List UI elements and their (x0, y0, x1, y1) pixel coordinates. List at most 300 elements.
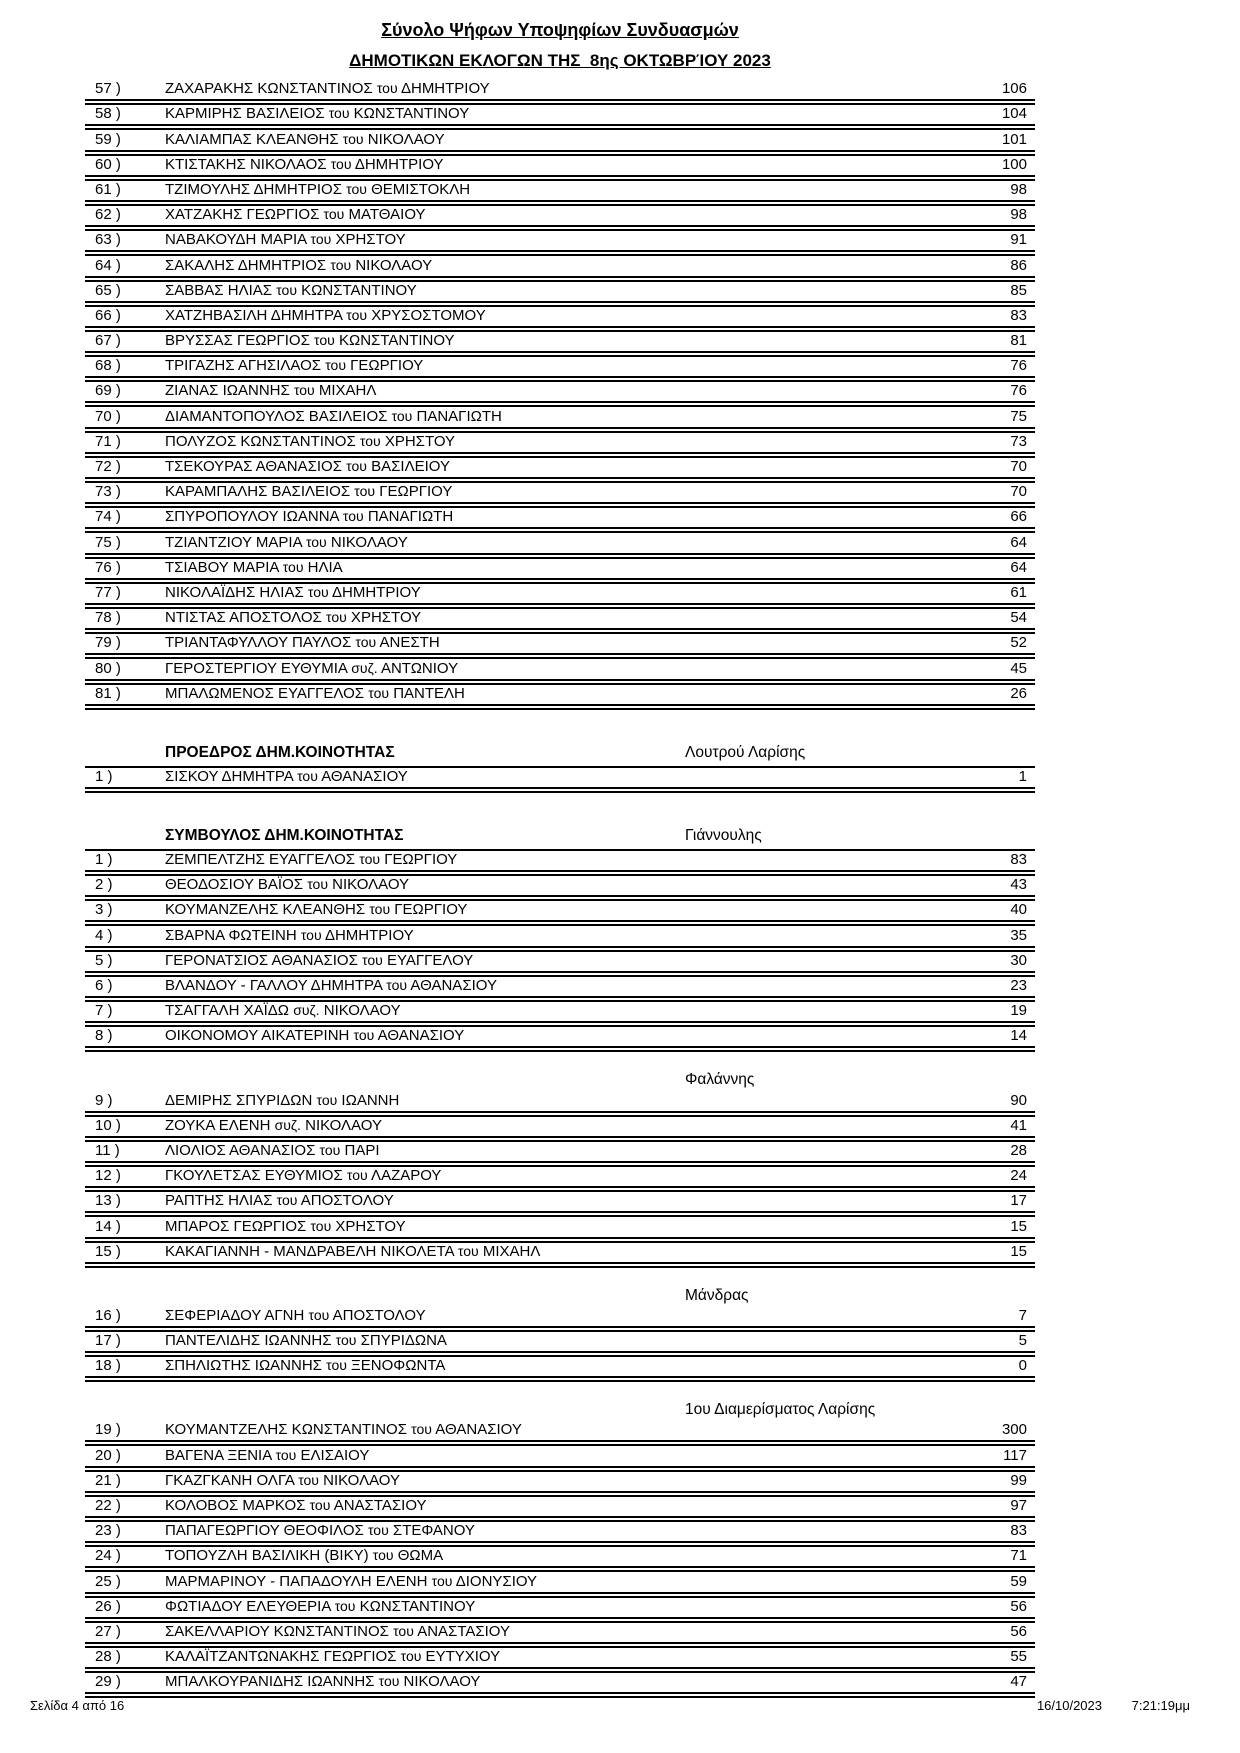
row-number: 73 ) (95, 483, 121, 501)
parent-name: ΕΛΙΣΑΙΟΥ (296, 1446, 370, 1464)
relation-label: του (355, 634, 377, 651)
relation-label: του (411, 1421, 432, 1438)
candidate-fullname: ΣΠΗΛΙΩΤΗΣ ΙΩΑΝΝΗΣ (165, 1357, 327, 1375)
relation-label: συζ. (274, 1116, 301, 1133)
row-number: 5 ) (95, 951, 113, 969)
result-row (85, 876, 1035, 901)
candidate-fullname: ΘΕΟΔΟΣΙΟΥ ΒΑΪΟΣ (165, 876, 308, 894)
candidate-fullname: ΜΠΑΛΚΟΥΡΑΝΙΔΗΣ ΙΩΑΝΝΗΣ (165, 1673, 379, 1691)
result-row (85, 433, 1035, 458)
candidate-name (165, 1573, 957, 1590)
row-number: 13 ) (95, 1192, 121, 1210)
result-row (85, 533, 1035, 558)
candidate-fullname: ΚΤΙΣΤΑΚΗΣ ΝΙΚΟΛΑΟΣ (165, 155, 331, 173)
row-number: 65 ) (95, 281, 121, 299)
parent-name: ΝΙΚΟΛΑΟΥ (300, 1116, 382, 1134)
candidate-fullname: ΤΣΙΑΒΟΥ ΜΑΡΙΑ (165, 558, 283, 576)
section-location-row (85, 1283, 1035, 1307)
parent-name: ΞΕΝΟΦΩΝΤΑ (346, 1357, 446, 1375)
relation-label: του (362, 951, 383, 968)
result-row (85, 1522, 1035, 1547)
candidate-name (165, 408, 957, 425)
vote-count: 85 (1010, 281, 1027, 299)
candidate-fullname: ΡΑΠΤΗΣ ΗΛΙΑΣ (165, 1192, 277, 1210)
vote-count: 91 (1010, 231, 1027, 249)
relation-label: του (457, 1242, 479, 1259)
vote-count: 100 (1001, 155, 1027, 173)
relation-label: του (314, 332, 335, 349)
section-rows (85, 80, 1035, 710)
row-number: 24 ) (95, 1547, 121, 1565)
candidate-fullname: ΖΑΧΑΡΑΚΗΣ ΚΩΝΣΤΑΝΤΙΝΟΣ (165, 80, 377, 98)
row-number: 77 ) (95, 583, 121, 601)
result-row (85, 231, 1035, 256)
parent-name: ΑΘΑΝΑΣΙΟΥ (317, 767, 408, 785)
relation-label: του (307, 876, 328, 893)
result-row (85, 508, 1035, 533)
row-number: 23 ) (95, 1522, 121, 1540)
vote-count: 35 (1010, 926, 1027, 944)
row-number: 4 ) (95, 926, 113, 944)
result-row (85, 1446, 1035, 1471)
relation-label: συζ. (351, 659, 378, 676)
result-row (85, 1217, 1035, 1242)
result-row (85, 1002, 1035, 1027)
parent-name: ΑΘΑΝΑΣΙΟΥ (407, 977, 497, 994)
result-row (85, 156, 1035, 181)
parent-name: ΝΙΚΟΛΑΟΥ (318, 1471, 400, 1489)
row-number: 29 ) (95, 1673, 121, 1691)
candidate-name (165, 977, 957, 994)
result-row (85, 1472, 1035, 1497)
candidate-fullname: ΦΩΤΙΑΔΟΥ ΕΛΕΥΘΕΡΙΑ (165, 1597, 335, 1615)
row-number: 64 ) (95, 256, 121, 274)
parent-name: ΚΩΝΣΤΑΝΤΙΝΟΥ (349, 105, 470, 123)
print-datetime (1011, 1698, 1190, 1713)
result-row (85, 382, 1035, 407)
candidate-name (165, 458, 957, 475)
relation-label: του (293, 382, 315, 399)
vote-count: 99 (1010, 1471, 1027, 1489)
result-row (85, 307, 1035, 332)
result-row (85, 1648, 1035, 1673)
relation-label: του (346, 306, 368, 323)
relation-label: του (328, 105, 350, 122)
vote-count: 66 (1010, 508, 1027, 526)
parent-name: ΠΑΡΙ (340, 1141, 380, 1159)
section-rows (85, 1307, 1035, 1383)
results-section (85, 1283, 1035, 1383)
vote-count: 76 (1010, 382, 1027, 400)
parent-name: ΠΑΝΤΕΛΗ (389, 684, 465, 702)
vote-count: 83 (1010, 306, 1027, 324)
section-rows (85, 1421, 1035, 1698)
parent-name: ΜΙΧΑΗΛ (478, 1242, 541, 1260)
parent-name: ΒΑΣΙΛΕΙΟΥ (366, 458, 450, 475)
relation-label: του (275, 1446, 297, 1463)
candidate-name (165, 1472, 957, 1489)
candidate-name (165, 1497, 957, 1514)
candidate-name (165, 80, 957, 97)
candidate-name (165, 768, 957, 785)
relation-label: του (359, 851, 381, 868)
row-number: 25 ) (95, 1572, 121, 1590)
result-row (85, 407, 1035, 432)
parent-name: ΔΗΜΗΤΡΙΟΥ (321, 926, 414, 944)
candidate-fullname: ΤΣΕΚΟΥΡΑΣ ΑΘΑΝΑΣΙΟΣ (165, 458, 347, 475)
parent-name: ΔΗΜΗΤΡΙΟΥ (397, 80, 490, 98)
vote-count: 26 (1010, 684, 1027, 702)
vote-count: 101 (1001, 130, 1027, 148)
vote-count: 300 (1001, 1421, 1027, 1439)
candidate-fullname: ΧΑΤΖΑΚΗΣ ΓΕΩΡΓΙΟΣ (165, 206, 324, 224)
candidate-fullname: ΒΡΥΣΣΑΣ ΓΕΩΡΓΙΟΣ (165, 332, 315, 350)
parent-name: ΚΩΝΣΤΑΝΤΙΝΟΥ (334, 332, 455, 350)
row-number: 19 ) (95, 1421, 121, 1439)
parent-name: ΝΙΚΟΛΑΟΥ (319, 1002, 401, 1020)
candidate-fullname: ΤΖΙΑΝΤΖΙΟΥ ΜΑΡΙΑ (165, 533, 306, 551)
candidate-name (165, 307, 957, 324)
vote-count: 98 (1010, 206, 1027, 224)
section-rows (85, 768, 1035, 793)
candidate-name (165, 1648, 957, 1665)
candidate-name (165, 1167, 957, 1184)
parent-name: ΧΡΥΣΟΣΤΟΜΟΥ (367, 306, 486, 324)
result-row (85, 1027, 1035, 1052)
section-office-title: ΣΥΜΒΟΥΛΟΣ ΔΗΜ.ΚΟΙΝΟΤΗΤΑΣ (165, 826, 404, 844)
candidate-name (165, 1673, 957, 1690)
candidate-fullname: ΤΡΙΓΑΖΗΣ ΑΓΗΣΙΛΑΟΣ (165, 357, 326, 375)
candidate-fullname: ΝΤΙΣΤΑΣ ΑΠΟΣΤΟΛΟΣ (165, 609, 326, 627)
candidate-name (165, 156, 957, 173)
parent-name: ΘΩΜΑ (393, 1547, 444, 1565)
row-number: 75 ) (95, 533, 121, 551)
vote-count: 19 (1010, 1002, 1027, 1020)
candidate-name (165, 685, 957, 702)
vote-count: 43 (1010, 876, 1027, 894)
parent-name: ΑΠΟΣΤΟΛΟΥ (329, 1306, 426, 1324)
vote-count: 56 (1010, 1622, 1027, 1640)
candidate-fullname: ΤΖΙΜΟΥΛΗΣ ΔΗΜΗΤΡΙΟΣ (165, 180, 347, 198)
relation-label: του (342, 508, 364, 525)
vote-count: 83 (1010, 851, 1027, 869)
result-row (85, 282, 1035, 307)
candidate-name (165, 1218, 957, 1235)
parent-name: ΠΑΝΑΓΙΩΤΗ (363, 508, 454, 526)
candidate-name (165, 1598, 957, 1615)
result-row (85, 256, 1035, 281)
parent-name: ΛΑΖΑΡΟΥ (367, 1167, 442, 1185)
relation-label: του (369, 901, 391, 918)
relation-label: του (282, 558, 304, 575)
result-row (85, 181, 1035, 206)
result-row (85, 768, 1035, 793)
parent-name: ΝΙΚΟΛΑΟΥ (363, 130, 445, 148)
candidate-fullname: ΚΑΛΙΑΜΠΑΣ ΚΛΕΑΝΘΗΣ (165, 130, 343, 148)
candidate-fullname: ΣΙΣΚΟΥ ΔΗΜΗΤΡΑ (165, 767, 298, 785)
row-number: 15 ) (95, 1242, 121, 1260)
parent-name: ΔΗΜΗΤΡΙΟΥ (328, 583, 421, 601)
candidate-fullname: ΝΑΒΑΚΟΥΔΗ ΜΑΡΙΑ (165, 231, 311, 249)
candidate-fullname: ΓΚΟΥΛΕΤΣΑΣ ΕΥΘΥΜΙΟΣ (165, 1167, 347, 1185)
candidate-name (165, 181, 957, 198)
result-row (85, 1673, 1035, 1698)
candidate-name (165, 357, 957, 374)
candidate-name (165, 131, 957, 148)
vote-count: 15 (1010, 1242, 1027, 1260)
relation-label: του (359, 432, 381, 449)
result-row (85, 1497, 1035, 1522)
print-date: 16/10/2023 (1036, 1698, 1103, 1713)
candidate-name (165, 1002, 957, 1019)
relation-label: του (310, 1217, 332, 1234)
candidate-name (165, 1142, 957, 1159)
section-location: Γιάννουλης (685, 826, 762, 844)
candidate-fullname: ΚΟΥΜΑΝΖΕΛΗΣ ΚΛΕΑΝΘΗΣ (165, 901, 370, 919)
result-row (85, 1357, 1035, 1382)
result-row (85, 1307, 1035, 1332)
relation-label: του (386, 977, 408, 993)
candidate-name (165, 1357, 957, 1374)
section-location: Μάνδρας (685, 1286, 749, 1304)
relation-label: του (325, 357, 346, 374)
parent-name: ΠΑΝΑΓΙΩΤΗ (412, 407, 502, 425)
result-row (85, 977, 1035, 1002)
candidate-fullname: ΣΠΥΡΟΠΟΥΛΟΥ ΙΩΑΝΝΑ (165, 508, 343, 526)
relation-label: του (367, 1522, 389, 1539)
vote-count: 1 (1018, 767, 1027, 785)
candidate-name (165, 1117, 957, 1134)
relation-label: του (300, 926, 322, 943)
candidate-fullname: ΓΕΡΟΝΑΤΣΙΟΣ ΑΘΑΝΑΣΙΟΣ (165, 951, 363, 969)
section-location: 1ου Διαμερίσματος Λαρίσης (685, 1401, 876, 1419)
row-number: 27 ) (95, 1622, 121, 1640)
candidate-name (165, 1547, 957, 1564)
result-row (85, 80, 1035, 105)
result-row (85, 1117, 1035, 1142)
row-number: 80 ) (95, 659, 121, 677)
parent-name: ΜΙΧΑΗΛ (314, 382, 377, 400)
parent-name: ΜΑΤΘΑΙΟΥ (344, 206, 426, 224)
relation-label: του (276, 281, 297, 298)
candidate-name (165, 1332, 957, 1349)
candidate-fullname: ΔΙΑΜΑΝΤΟΠΟΥΛΟΣ ΒΑΣΙΛΕΙΟΣ (165, 407, 392, 425)
vote-count: 23 (1010, 977, 1027, 994)
relation-label: του (346, 180, 367, 197)
row-number: 10 ) (95, 1116, 121, 1134)
candidate-name (165, 1092, 957, 1109)
vote-count: 55 (1010, 1648, 1027, 1666)
result-row (85, 206, 1035, 231)
section-header (85, 825, 1035, 851)
result-row (85, 584, 1035, 609)
results-section (85, 742, 1035, 793)
result-row (85, 952, 1035, 977)
candidate-name (165, 1623, 957, 1640)
candidate-name (165, 332, 957, 349)
section-rows (85, 1091, 1035, 1267)
parent-name: ΝΙΚΟΛΑΟΥ (326, 533, 408, 551)
parent-name: ΧΡΗΣΤΟΥ (331, 1217, 406, 1235)
result-row (85, 130, 1035, 155)
row-number: 9 ) (95, 1091, 113, 1109)
row-number: 12 ) (95, 1167, 121, 1185)
relation-label: του (400, 1648, 422, 1665)
vote-count: 81 (1010, 332, 1027, 350)
candidate-fullname: ΒΑΓΕΝΑ ΞΕΝΙΑ (165, 1446, 276, 1464)
result-row (85, 1167, 1035, 1192)
candidate-name (165, 559, 957, 576)
result-row (85, 1243, 1035, 1268)
parent-name: ΑΘΑΝΑΣΙΟΥ (431, 1421, 522, 1439)
candidate-name (165, 1447, 957, 1464)
relation-label: του (319, 1141, 341, 1158)
result-row (85, 1572, 1035, 1597)
candidate-fullname: ΣΑΚΑΛΗΣ ΔΗΜΗΤΡΙΟΣ (165, 256, 331, 274)
parent-name: ΕΥΤΥΧΙΟΥ (421, 1648, 501, 1666)
relation-label: του (307, 583, 329, 600)
candidate-fullname: ΣΒΑΡΝΑ ΦΩΤΕΙΝΗ (165, 926, 301, 944)
row-number: 8 ) (95, 1027, 113, 1045)
parent-name: ΣΤΕΦΑΝΟΥ (388, 1522, 475, 1540)
vote-count: 98 (1010, 180, 1027, 198)
result-row (85, 105, 1035, 130)
parent-name: ΓΕΩΡΓΙΟΥ (380, 851, 458, 869)
parent-name: ΘΕΜΙΣΤΟΚΛΗ (366, 180, 471, 198)
candidate-name (165, 901, 957, 918)
vote-count: 117 (1003, 1446, 1027, 1464)
row-number: 20 ) (95, 1446, 121, 1464)
row-number: 71 ) (95, 432, 121, 450)
candidate-fullname: ΜΑΡΜΑΡΙΝΟΥ - ΠΑΠΑΔΟΥΛΗ ΕΛΕΝΗ (165, 1572, 432, 1590)
section-office-title: ΠΡΟΕΔΡΟΣ ΔΗΜ.ΚΟΙΝΟΤΗΤΑΣ (165, 743, 395, 761)
candidate-fullname: ΣΕΦΕΡΙΑΔΟΥ ΑΓΝΗ (165, 1306, 309, 1324)
candidate-name (165, 282, 957, 299)
result-row (85, 1421, 1035, 1446)
candidate-fullname: ΚΑΡΑΜΠΑΛΗΣ ΒΑΣΙΛΕΙΟΣ (165, 483, 355, 501)
candidate-name (165, 660, 957, 677)
relation-label: του (316, 1091, 338, 1108)
row-number: 69 ) (95, 382, 121, 400)
vote-count: 41 (1010, 1116, 1027, 1134)
candidate-name (165, 952, 957, 969)
candidate-fullname: ΖΟΥΚΑ ΕΛΕΝΗ (165, 1116, 275, 1134)
parent-name: ΣΠΥΡΙΔΩΝΑ (356, 1332, 447, 1350)
row-number: 66 ) (95, 306, 121, 324)
vote-count: 40 (1010, 901, 1027, 919)
section-location-row (85, 1397, 1035, 1421)
section-location: Φαλάννης (685, 1071, 755, 1089)
vote-count: 70 (1010, 483, 1027, 501)
vote-count: 24 (1010, 1167, 1027, 1185)
parent-name: ΑΠΟΣΤΟΛΟΥ (297, 1192, 394, 1210)
candidate-fullname: ΚΟΥΜΑΝΤΖΕΛΗΣ ΚΩΝΣΤΑΝΤΙΝΟΣ (165, 1421, 412, 1439)
candidate-name (165, 534, 957, 551)
results-section (85, 825, 1035, 1053)
parent-name: ΝΙΚΟΛΑΟΥ (399, 1673, 481, 1691)
candidate-name (165, 483, 957, 500)
vote-count: 59 (1010, 1572, 1027, 1590)
vote-count: 71 (1010, 1547, 1027, 1565)
vote-count: 64 (1010, 533, 1027, 551)
result-row (85, 926, 1035, 951)
parent-name: ΓΕΩΡΓΙΟΥ (345, 357, 424, 375)
result-row (85, 1091, 1035, 1116)
candidate-name (165, 508, 957, 525)
section-location-row (85, 1067, 1035, 1091)
result-row (85, 1332, 1035, 1357)
page-number-label: Σελίδα 4 από 16 (30, 1698, 125, 1713)
result-row (85, 901, 1035, 926)
vote-count: 61 (1010, 583, 1027, 601)
parent-name: ΚΩΝΣΤΑΝΤΙΝΟΥ (355, 1597, 476, 1615)
parent-name: ΔΙΟΝΥΣΙΟΥ (452, 1572, 538, 1590)
result-row (85, 609, 1035, 634)
vote-count: 45 (1010, 659, 1027, 677)
candidate-fullname: ΚΟΛΟΒΟΣ ΜΑΡΚΟΣ (165, 1497, 310, 1514)
parent-name: ΧΡΗΣΤΟΥ (346, 609, 422, 627)
row-number: 3 ) (95, 901, 113, 919)
result-row (85, 685, 1035, 710)
report-title: Σύνολο Ψήφων Υποψηφίων Συνδυασμών (381, 20, 739, 40)
candidate-name (165, 1027, 957, 1044)
parent-name: ΑΝΕΣΤΗ (376, 634, 440, 652)
result-row (85, 483, 1035, 508)
results-section (85, 1067, 1035, 1267)
vote-count: 28 (1010, 1141, 1027, 1159)
row-number: 16 ) (95, 1306, 121, 1324)
candidate-name (165, 1192, 957, 1209)
candidate-name (165, 1307, 957, 1324)
report-footer (30, 1698, 1190, 1713)
row-number: 59 ) (95, 130, 121, 148)
candidate-fullname: ΠΟΛΥΖΟΣ ΚΩΝΣΤΑΝΤΙΝΟΣ (165, 432, 360, 450)
candidate-name (165, 1522, 957, 1539)
row-number: 60 ) (95, 155, 121, 173)
result-row (85, 559, 1035, 584)
candidate-name (165, 231, 957, 248)
relation-label: του (276, 1192, 298, 1209)
relation-label: του (335, 1332, 357, 1349)
candidate-name (165, 1243, 957, 1260)
relation-label: του (330, 155, 352, 172)
vote-count: 15 (1010, 1217, 1027, 1235)
relation-label: του (353, 1027, 375, 1044)
candidate-fullname: ΚΑΛΑΪΤΖΑΝΤΩΝΑΚΗΣ ΓΕΩΡΓΙΟΣ (165, 1648, 401, 1666)
relation-label: του (308, 1306, 330, 1323)
candidate-fullname: ΣΑΚΕΛΛΑΡΙΟΥ ΚΩΝΣΤΑΝΤΙΝΟΣ (165, 1622, 394, 1640)
candidate-fullname: ΤΟΠΟΥΖΛΗ ΒΑΣΙΛΙΚΗ (ΒΙΚΥ) (165, 1547, 373, 1565)
relation-label: του (305, 533, 327, 550)
parent-name: ΕΥΑΓΓΕΛΟΥ (382, 951, 474, 969)
row-number: 1 ) (95, 767, 113, 785)
candidate-fullname: ΒΛΑΝΔΟΥ - ΓΑΛΛΟΥ ΔΗΜΗΤΡΑ (165, 977, 387, 994)
result-row (85, 1623, 1035, 1648)
section-location: Λουτρού Λαρίσης (685, 743, 806, 761)
vote-count: 30 (1010, 951, 1027, 969)
vote-count: 97 (1010, 1497, 1027, 1514)
candidate-name (165, 1421, 957, 1438)
section-rows (85, 851, 1035, 1053)
candidate-name (165, 876, 957, 893)
relation-label: του (342, 130, 364, 147)
relation-label: του (354, 483, 376, 500)
row-number: 61 ) (95, 180, 121, 198)
candidate-fullname: ΚΑΚΑΓΙΑΝΝΗ - ΜΑΝΔΡΑΒΕΛΗ ΝΙΚΟΛΕΤΑ (165, 1242, 458, 1260)
result-row (85, 332, 1035, 357)
relation-label: του (323, 206, 345, 223)
result-row (85, 1142, 1035, 1167)
